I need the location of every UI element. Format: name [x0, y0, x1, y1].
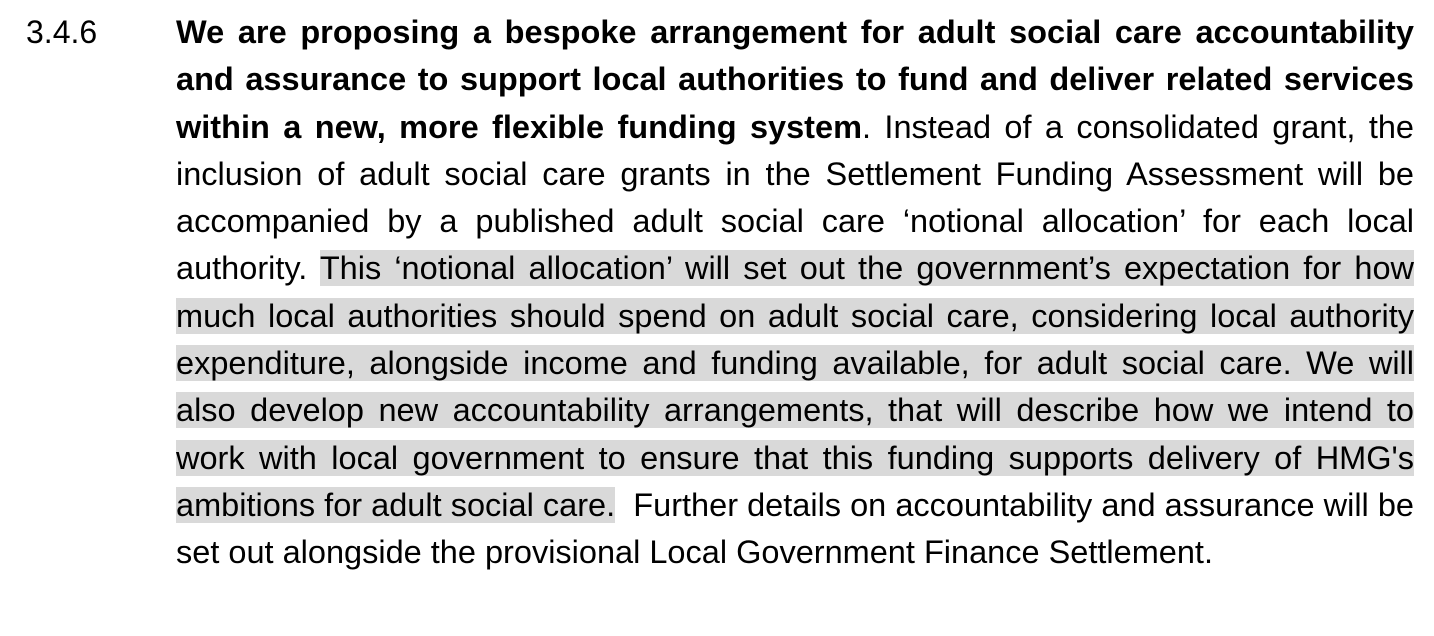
section-paragraph: [176, 9, 1424, 577]
section-number: 3.4.6: [26, 14, 98, 50]
body-text: . Instead of a consolidated grant, the inclusion of adult social care grants in the Settlement Funding Assessment will be accompanied by a published adult social care ‘notional allocation’ for each local authority.: [176, 108, 1414, 287]
bold-lead-sentence: We are proposing a bespoke arrangement for adult social care accountability and assurance to support local authorities to fund and deliver related services within a new, more flexible funding system: [176, 14, 1414, 145]
closing-text: Further details on accountability and assurance will be set out alongside the provisional Local Government Finance Settlement.: [176, 486, 1424, 571]
highlighted-text: This ‘notional allocation’ will set out the government’s expectation for how much local authorities should spend on adult social care, considering local authority expenditure, alongside income and funding available, for adult social care. We will also develop new accountability arrangements, that will describe how we intend to work with local government to ensure that this funding supports delivery of HMG's ambitions for adult social care.: [176, 250, 1414, 523]
